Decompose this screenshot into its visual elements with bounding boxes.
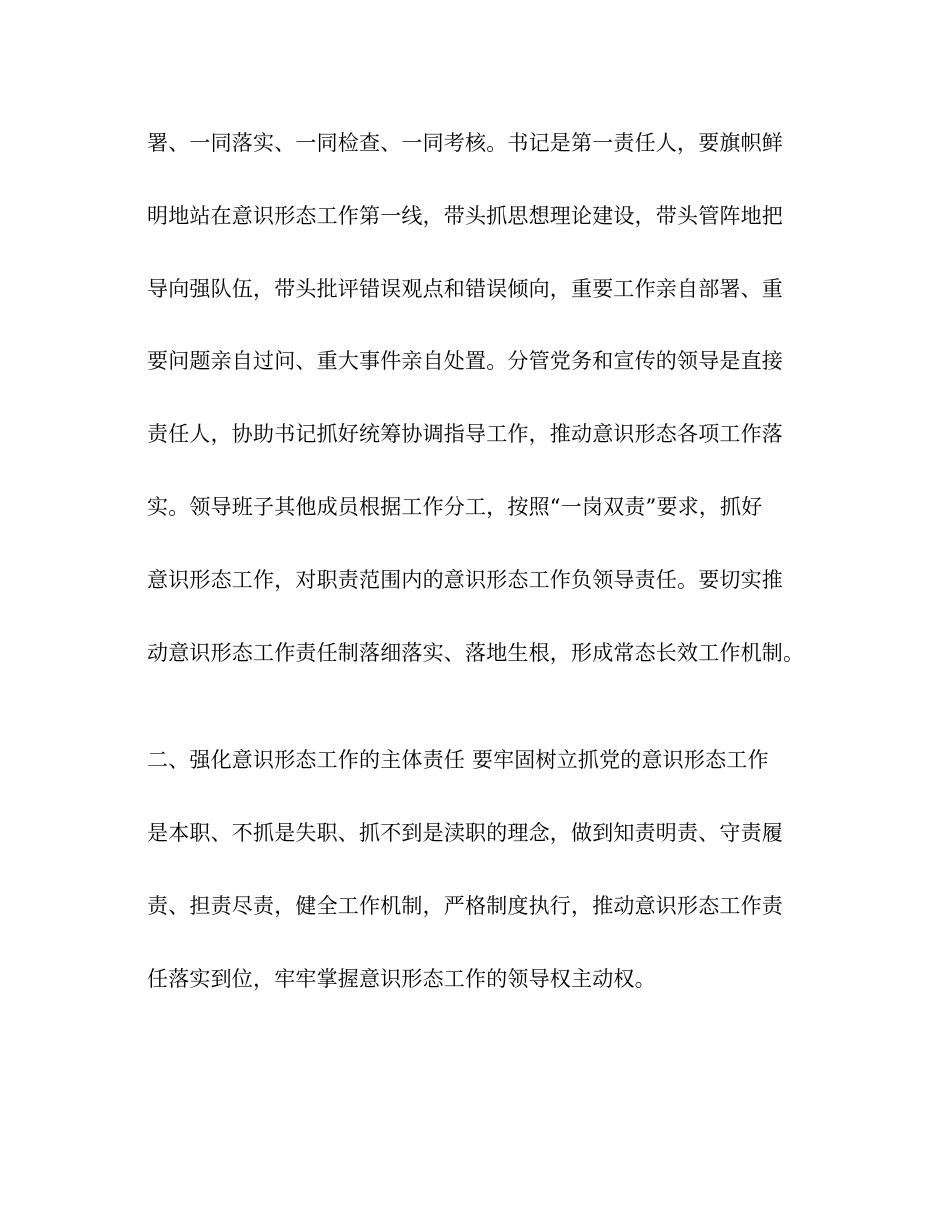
text-line: 导向强队伍，带头批评错误观点和错误倾向，重要工作亲自部署、重 [147, 276, 783, 301]
text-line: 意识形态工作，对职责范围内的意识形态工作负领导责任。要切实推 [147, 567, 783, 592]
text-line: 动意识形态工作责任制落细落实、落地生根，形成常态长效工作机制。 [147, 640, 805, 665]
text-line: 责任人，协助书记抓好统筹协调指导工作，推动意识形态各项工作落 [147, 422, 783, 447]
text-line: 明地站在意识形态工作第一线，带头抓思想理论建设，带头管阵地把 [147, 203, 783, 228]
text-line: 任落实到位，牢牢掌握意识形态工作的领导权主动权。 [147, 966, 656, 991]
section-heading-line: 二、强化意识形态工作的主体责任 要牢固树立抓党的意识形态工作 [147, 748, 769, 773]
paragraph-responsibility-system [147, 123, 837, 705]
text-line: 实。领导班子其他成员根据工作分工，按照“一岗双责”要求，抓好 [147, 494, 763, 519]
paragraph-spacer [147, 705, 837, 740]
document-body [147, 123, 837, 1032]
text-line: 是本职、不抓是失职、抓不到是渎职的理念，做到知责明责、守责履 [147, 821, 783, 846]
text-line: 要问题亲自过问、重大事件亲自处置。分管党务和宣传的领导是直接 [147, 349, 783, 374]
text-line: 责、担责尽责，健全工作机制，严格制度执行，推动意识形态工作责 [147, 893, 783, 918]
paragraph-main-responsibility [147, 740, 837, 1031]
text-line: 署、一同落实、一同检查、一同考核。书记是第一责任人，要旗帜鲜 [147, 131, 783, 155]
